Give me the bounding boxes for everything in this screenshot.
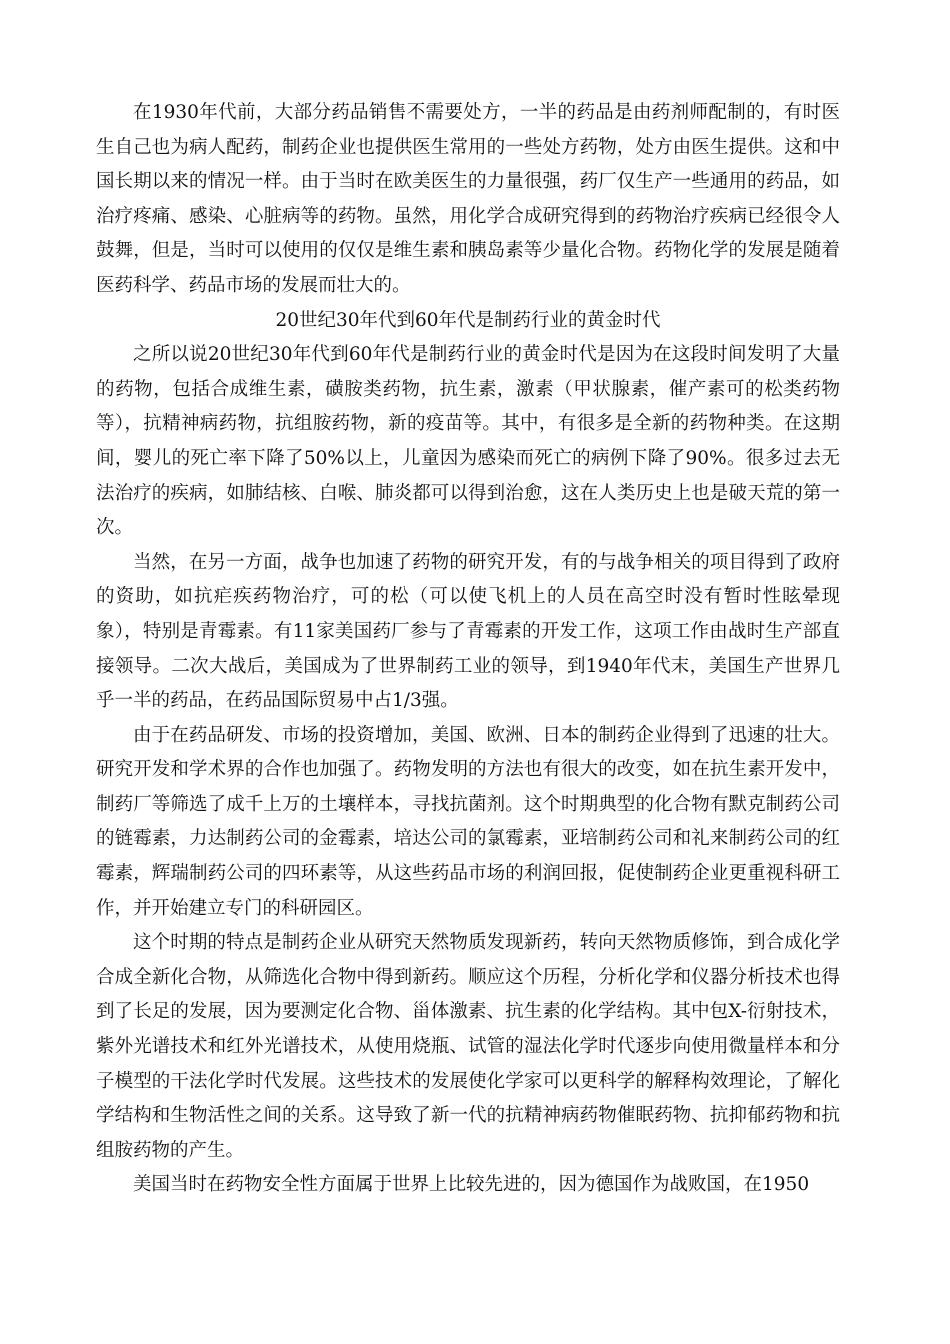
paragraph-drug-safety: 美国当时在药物安全性方面属于世界上比较先进的，因为德国作为战败国，在1950 [133,1174,810,1196]
paragraph-analytical-chemistry: 这个时期的特点是制药企业从研究天然物质发现新药，转向天然物质修饰，到合成化学合成全新化合物，从筛选化合物中得到新药。顺应这个历程，分析化学和仪器分析技术也得到了长足的发展，因为要测定化合物、甾体激素、抗生素的化学结构。其中包X-衍射技术，紫外光谱技术和红外光谱技术，从使用烧瓶、试管的湿法化学时代逐步向使用微量样本和分子模型的干法化学时代发展。这些技术的发展使化学家可以更科学的解释构效理论，了解化学结构和生物活性之间的关系。这导致了新一代的抗精神病药物催眠药物、抗抑郁药物和抗组胺药物的产生。 [96,932,840,1161]
paragraph-industry-growth: 由于在药品研发、市场的投资增加，美国、欧洲、日本的制药企业得到了迅速的壮大。研究开发和学术界的合作也加强了。药物发明的方法也有很大的改变，如在抗生素开发中，制药厂等筛选了成千上万的土壤样本，寻找抗菌剂。这个时期典型的化合物有默克制药公司的链霉素，力达制药公司的金霉素，培达公司的氯霉素，亚培制药公司和礼来制药公司的红霉素，辉瑞制药公司的四环素等，从这些药品市场的利润回报，促使制药企业更重视科研工作，并开始建立专门的科研园区。 [96,724,840,919]
section-heading: 20世纪30年代到60年代是制药行业的黄金时代 [275,309,661,331]
paragraph-pre-1930s: 在1930年代前，大部分药品销售不需要处方，一半的药品是由药剂师配制的，有时医生自己也为病人配药，制药企业也提供医生常用的一些处方药物，处方由医生提供。这和中国长期以来的情况一样。由于当时在欧美医生的力量很强，药厂仅生产一些通用的药品，如治疗疼痛、感染、心脏病等的药物。虽然，用化学合成研究得到的药物治疗疾病已经很令人鼓舞，但是，当时可以使用的仅仅是维生素和胰岛素等少量化合物。药物化学的发展是随着医药科学、药品市场的发展而壮大的。 [96,102,840,296]
paragraph-golden-age: 之所以说20世纪30年代到60年代是制药行业的黄金时代是因为在这段时间发明了大量的药物，包括合成维生素，磺胺类药物，抗生素，激素（甲状腺素，催产素可的松类药物等），抗精神病药物，抗组胺药物，新的疫苗等。其中，有很多是全新的药物种类。在这期间，婴儿的死亡率下降了50%以上，儿童因为感染而死亡的病例下降了90%。很多过去无法治疗的疾病，如肺结核、白喉、肺炎都可以得到治愈，这在人类历史上也是破天荒的第一次。 [96,344,840,539]
document-page [96,96,840,1203]
paragraph-war-research: 当然，在另一方面，战争也加速了药物的研究开发，有的与战争相关的项目得到了政府的资助，如抗疟疾药物治疗，可的松（可以使飞机上的人员在高空时没有暂时性眩晕现象），特别是青霉素。有11家美国药厂参与了青霉素的开发工作，这项工作由战时生产部直接领导。二次大战后，美国成为了世界制药工业的领导，到1940年代末，美国生产世界几乎一半的药品，在药品国际贸易中占1/3强。 [96,551,840,712]
